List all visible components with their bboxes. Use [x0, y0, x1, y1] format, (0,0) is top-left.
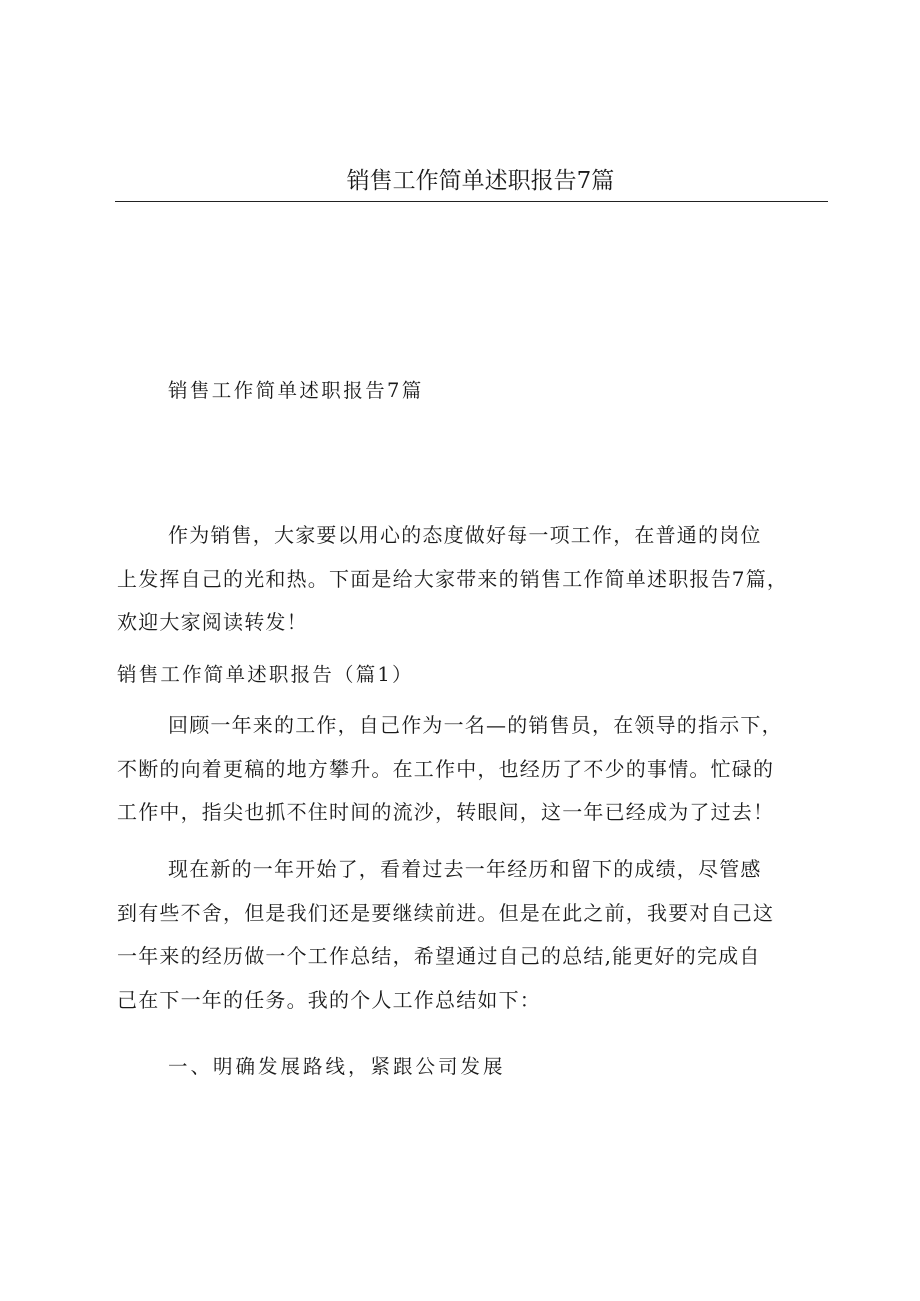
new-year-paragraph	[117, 848, 837, 1022]
new-year-line-3: 一年来的经历做一个工作总结，希望通过自己的总结,能更好的完成自	[117, 944, 761, 968]
review-line-3: 工作中，指尖也抓不住时间的流沙，转眼间，这一年已经成为了过去！	[117, 800, 775, 824]
document-header	[115, 166, 828, 202]
new-year-line-4: 己在下一年的任务。我的个人工作总结如下：	[117, 987, 541, 1012]
section-heading: 销售工作简单述职报告（篇1）	[117, 663, 414, 686]
new-year-line-2: 到有些不舍，但是我们还是要继续前进。但是在此之前，我要对自己这	[117, 900, 775, 925]
intro-line-2: 上发挥自己的光和热。下面是给大家带来的销售工作简单述职报告7篇，	[117, 566, 789, 591]
review-line-2: 不断的向着更稿的地方攀升。在工作中，也经历了不少的事情。忙碌的	[117, 756, 775, 781]
review-paragraph	[117, 704, 837, 835]
document-subtitle: 销售工作简单述职报告7篇	[168, 379, 424, 402]
intro-line-1: 作为销售，大家要以用心的态度做好每一项工作，在普通的岗位	[168, 523, 762, 547]
item-heading: 一、明确发展路线，紧跟公司发展	[168, 1055, 506, 1078]
intro-paragraph	[117, 514, 837, 645]
header-title: 销售工作简单述职报告7篇	[346, 168, 615, 194]
review-line-1: 回顾一年来的工作，自己作为一名—的销售员，在领导的指示下，	[168, 713, 783, 737]
intro-line-3: 欢迎大家阅读转发！	[117, 610, 308, 634]
new-year-line-1: 现在新的一年开始了，看着过去一年经历和留下的成绩，尽管感	[168, 857, 762, 881]
